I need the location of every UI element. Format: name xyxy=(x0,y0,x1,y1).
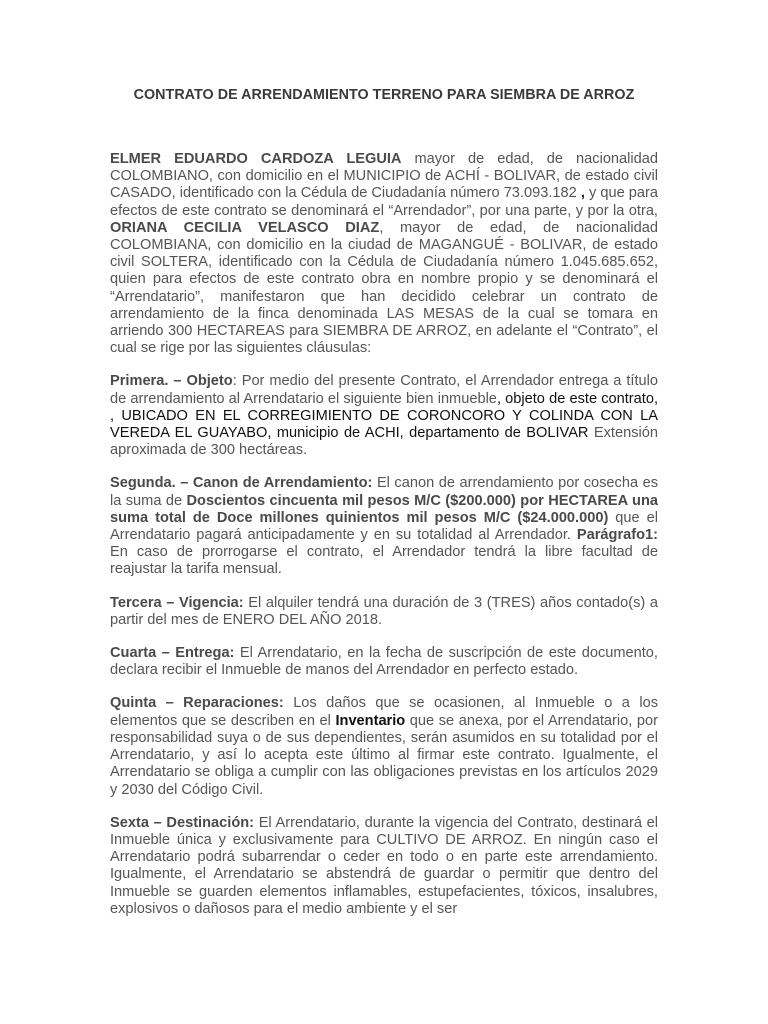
clause-heading: Tercera – Vigencia: xyxy=(110,594,244,611)
text: , xyxy=(576,185,585,202)
text: El Arrendatario, durante la vigencia del Contrato, destinará el Inmueble única y exclusivamente para CULTIVO DE ARROZ. En ningún caso el Arrendatario podrá subarrendar o ceder en todo o en parte este arrendamiento. Igualmente, el Arrendatario se abstendrá de guardar o permitir que dentro del Inmueble se guarden elementos inflamables, estupefacientes, tóxicos, insalubres, explosivos o dañosos para el medio ambiente y el ser xyxy=(110,814,658,917)
amount-text: Doscientos cincuenta mil pesos M/C ($200.000) por HECTAREA una suma total de Doce millones quinientos mil pesos M/C ($24.000.000) xyxy=(110,492,658,526)
clause-heading: Quinta – Reparaciones: xyxy=(110,695,284,712)
tenant-name: ORIANA CECILIA VELASCO DIAZ xyxy=(110,219,380,236)
text: El alquiler tendrá una duración de 3 (TRES) años contado(s) a partir del mes de ENERO DEL AÑO 2018. xyxy=(110,594,659,628)
clause-heading: Sexta – Destinación: xyxy=(110,814,255,831)
text: que el Arrendatario pagará anticipadamente y en su totalidad al Arrendador. xyxy=(110,509,658,544)
text: Extensión aproximada de 300 hectáreas. xyxy=(110,425,658,459)
text: mayor de edad, de nacionalidad COLOMBIANO, con domicilio en el MUNICIPIO de ACHÍ - BOLIVAR, de estado civil CASADO, identificado con la Cédula de Ciudadanía número 73.093.182 xyxy=(110,151,658,202)
clause-cuarta xyxy=(110,645,658,679)
text: , objeto de este contrato, , UBICADO EN EL CORREGIMIENTO DE CORONCORO Y COLINDA CON LA VEREDA EL GUAYABO, municipio de ACHI, departamento de BOLIVAR xyxy=(110,390,659,442)
inventory-text: Inventario xyxy=(335,712,406,729)
landlord-name: ELMER EDUARDO CARDOZA LEGUIA xyxy=(110,151,402,167)
text: El canon de arrendamiento por cosecha es la suma de xyxy=(110,475,658,509)
text: : Por medio del presente Contrato, el Arrendador entrega a título de arrendamiento al Arrendatario el siguiente bien inmueble xyxy=(110,373,658,407)
contract-body xyxy=(110,151,658,934)
clause-heading: Segunda. – Canon de Arrendamiento: xyxy=(110,475,373,492)
text: En caso de prorrogarse el contrato, el Arrendador tendrá la libre facultad de reajustar la tarifa mensual. xyxy=(110,544,658,578)
clause-primera xyxy=(110,373,658,459)
page-title: CONTRATO DE ARRENDAMIENTO TERRENO PARA SIEMBRA DE ARROZ xyxy=(133,87,635,103)
clause-sexta xyxy=(110,815,658,918)
text: y que para efectos de este contrato se denominará el “Arrendador”, por una parte, y por la otra, xyxy=(110,185,658,219)
text: , mayor de edad, de nacionalidad COLOMBIANA, con domicilio en la ciudad de MAGANGUÉ - BOLIVAR, de estado civil SOLTERA, identificado con la Cédula de Ciudadanía número 1.045.685.652, quien para efectos de este contrato obra en nombre propio y se denominará el “Arrendatario”, manifestaron que han decidido celebrar un contrato de arrendamiento de la finca denominada LAS MESAS de la cual se tomara en arriendo 300 HECTAREAS para SIEMBRA DE ARROZ, en adelante el “Contrato”, el cual se rige por las siguientes cláusulas: xyxy=(110,219,658,357)
clause-quinta xyxy=(110,695,658,798)
text: Los daños que se ocasionen, al Inmueble o a los elementos que se describen en el xyxy=(110,695,658,729)
clause-heading: Cuarta – Entrega: xyxy=(110,645,235,662)
paragraph-parties xyxy=(110,151,658,357)
text: que se anexa, por el Arrendatario, por responsabilidad suya o de sus dependientes, serán asumidos en su totalidad por el Arrendatario, y así lo acepta este último al firmar este contrato. Igualmente, el Arrendatario se obliga a cumplir con las obligaciones previstas en los artículos 2029 y 2030 del Código Civil. xyxy=(110,712,658,798)
text: El Arrendatario, en la fecha de suscripción de este documento, declara recibir el Inmueble de manos del Arrendador en perfecto estado. xyxy=(110,645,658,679)
clause-segunda xyxy=(110,475,658,578)
clause-tercera xyxy=(110,595,658,629)
clause-heading: Primera. – Objeto xyxy=(110,373,233,390)
paragraph-label: Parágrafo1: xyxy=(576,527,658,544)
